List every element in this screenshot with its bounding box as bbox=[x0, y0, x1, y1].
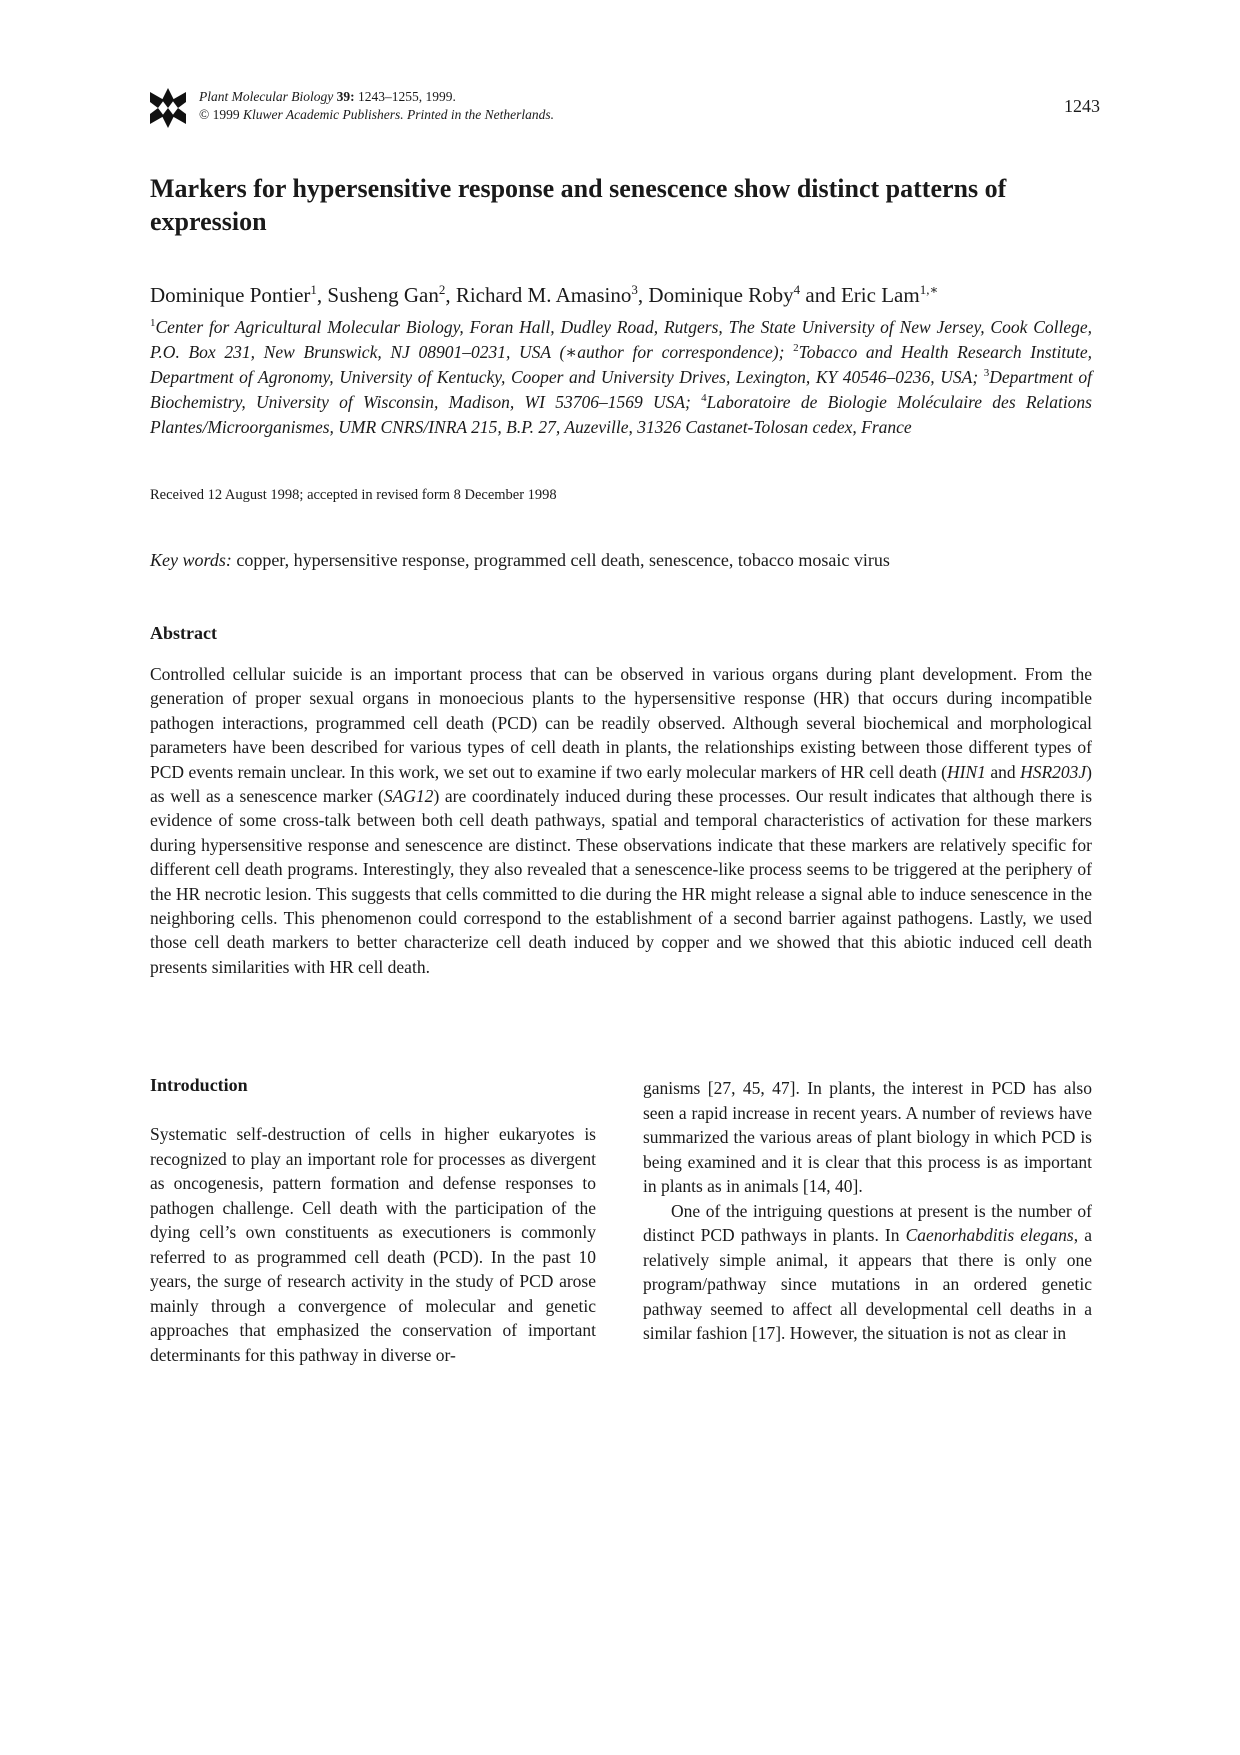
journal-citation-line1 bbox=[199, 88, 554, 106]
affiliation-mark: 3 bbox=[983, 367, 990, 380]
author-affiliation-mark: 2 bbox=[438, 282, 446, 297]
intro-paragraph-2 bbox=[643, 1199, 1092, 1346]
keywords-text: copper, hypersensitive response, programmed cell death, senescence, tobacco mosaic virus bbox=[231, 550, 890, 570]
gene-name: HSR203J bbox=[1020, 761, 1087, 782]
author-affiliation-mark: 4 bbox=[793, 282, 801, 297]
right-column bbox=[643, 1076, 1092, 1346]
author-name: Richard M. Amasino bbox=[455, 283, 632, 307]
author-affiliation-mark: 1 bbox=[310, 282, 317, 297]
affiliation-text: Center for Agricultural Molecular Biology, Foran Hall, Dudley Road, Rutgers, The State University of New Jersey, Cook College, P.O. Box 231, New Brunswick, NJ 08901–0231, USA (∗author for correspondence); bbox=[150, 317, 1092, 362]
affiliation-mark: 1 bbox=[150, 317, 156, 330]
gene-name: HIN1 bbox=[947, 761, 986, 782]
intro-paragraph-2-rest: , a relatively simple animal, it appears that there is only one program/pathway since mutations in an ordered genetic pathway seemed to affect all developmental cell deaths in a similar fashion [17]. However, the situation is not as clear in bbox=[643, 1225, 1092, 1343]
author-affiliation-mark: 1,∗ bbox=[919, 282, 939, 297]
page-number: 1243 bbox=[1064, 96, 1100, 116]
journal-citation-line2 bbox=[199, 106, 554, 124]
introduction-heading: Introduction bbox=[150, 1075, 248, 1095]
intro-paragraph-1a: Systematic self-destruction of cells in higher eukaryotes is recognized to play an important role for processes as divergent as oncogenesis, pattern formation and defense responses to pathogen challenge. Cell death with the participation of the dying cell’s own constituents as executioners is commonly referred to as programmed cell death (PCD). In the past 10 years, the surge of research activity in the study of PCD arose mainly through a convergence of molecular and genetic approaches that emphasized the conservation of important determinants for this pathway in diverse or- bbox=[150, 1124, 596, 1365]
keywords bbox=[150, 550, 890, 571]
copyright-symbol: © bbox=[199, 107, 210, 122]
publisher-name: Kluwer Academic Publishers. bbox=[243, 107, 404, 122]
abstract-text bbox=[150, 662, 1092, 979]
article-title: Markers for hypersensitive response and senescence show distinct patterns of expression bbox=[150, 174, 1007, 236]
abstract-heading: Abstract bbox=[150, 623, 217, 643]
author-name: Dominique Roby bbox=[648, 283, 794, 307]
intro-paragraph-1b: ganisms [27, 45, 47]. In plants, the interest in PCD has also seen a rapid increase in recent years. A number of reviews have summarized the various areas of plant biology in which PCD is being examined and it is clear that this process is as important in plants as in animals [14, 40]. bbox=[643, 1078, 1092, 1196]
author-name: Eric Lam bbox=[840, 283, 920, 307]
abstract-segment: and bbox=[985, 761, 1021, 782]
author-affiliation-mark: 3 bbox=[631, 282, 638, 297]
received-dates: Received 12 August 1998; accepted in revised form 8 December 1998 bbox=[150, 487, 557, 503]
affiliation-text: Laboratoire de Biologie Moléculaire des Relations Plantes/Microorganismes, UMR CNRS/INRA 215, B.P. 27, Auzeville, 31326 Castanet-Tolosan cedex, France bbox=[150, 392, 1092, 437]
author-separator: , bbox=[316, 283, 328, 307]
keywords-label: Key words: bbox=[150, 550, 232, 570]
author-name: Dominique Pontier bbox=[150, 283, 311, 307]
copyright-year: 1999 bbox=[212, 107, 240, 122]
author-name: Susheng Gan bbox=[327, 283, 439, 307]
abstract-segment: ) as well as a senescence marker ( bbox=[150, 761, 1092, 807]
affiliations bbox=[150, 315, 1092, 440]
author-list bbox=[150, 282, 1100, 308]
gene-name: SAG12 bbox=[383, 786, 434, 807]
species-name: Caenorhabditis elegans bbox=[905, 1225, 1074, 1245]
affiliation-text: Tobacco and Health Research Institute, Department of Agronomy, University of Kentucky, Cooper and University Drives, Lexington, KY 40546–0236, USA; bbox=[150, 342, 1092, 387]
journal-citation bbox=[199, 88, 554, 124]
kluwer-logo-icon bbox=[150, 88, 186, 128]
journal-pages-year: 1243–1255, 1999. bbox=[357, 89, 456, 104]
left-column bbox=[150, 1074, 596, 1367]
affiliation-mark: 4 bbox=[701, 392, 707, 405]
journal-header bbox=[150, 86, 1100, 132]
abstract-segment: Controlled cellular suicide is an important process that can be observed in various organs during plant development. From the generation of proper sexual organs in monoecious plants to the hypersensitive response (HR) that occurs during incompatible pathogen interactions, programmed cell death (PCD) can be readily observed. Although several biochemical and morphological parameters have been described for various types of cell death in plants, the relationships existing between those different types of PCD events remain unclear. In this work, we set out to examine if two early molecular markers of HR cell death ( bbox=[150, 664, 1092, 782]
journal-name: Plant Molecular Biology bbox=[199, 89, 334, 104]
affiliation-text: Department of Biochemistry, University of Wisconsin, Madison, WI 53706–1569 USA; bbox=[150, 367, 1092, 412]
author-separator: , bbox=[445, 283, 456, 307]
affiliation-mark: 2 bbox=[793, 342, 799, 355]
author-separator: and bbox=[800, 283, 841, 307]
journal-volume: 39: bbox=[336, 89, 355, 104]
printed-in: Printed in the Netherlands. bbox=[407, 107, 554, 122]
abstract-segment: ) are coordinately induced during these processes. Our result indicates that although there is evidence of some cross-talk between both cell death pathways, spatial and temporal characteristics of activation for these markers during hypersensitive response and senescence are distinct. These observations indicate that these markers are relatively specific for different cell death programs. Interestingly, they also revealed that a senescence-like process seems to be triggered at the periphery of the HR necrotic lesion. This suggests that cells committed to die during the HR might release a signal able to induce senescence in the neighboring cells. This phenomenon could correspond to the establishment of a second barrier against pathogens. Lastly, we used those cell death markers to better characterize cell death induced by copper and we showed that this abiotic induced cell death presents similarities with HR cell death. bbox=[150, 786, 1093, 977]
author-separator: , bbox=[637, 283, 649, 307]
intro-paragraph-2-start: One of the intriguing questions at present is the number of distinct PCD pathways in plants. In bbox=[643, 1200, 1092, 1245]
